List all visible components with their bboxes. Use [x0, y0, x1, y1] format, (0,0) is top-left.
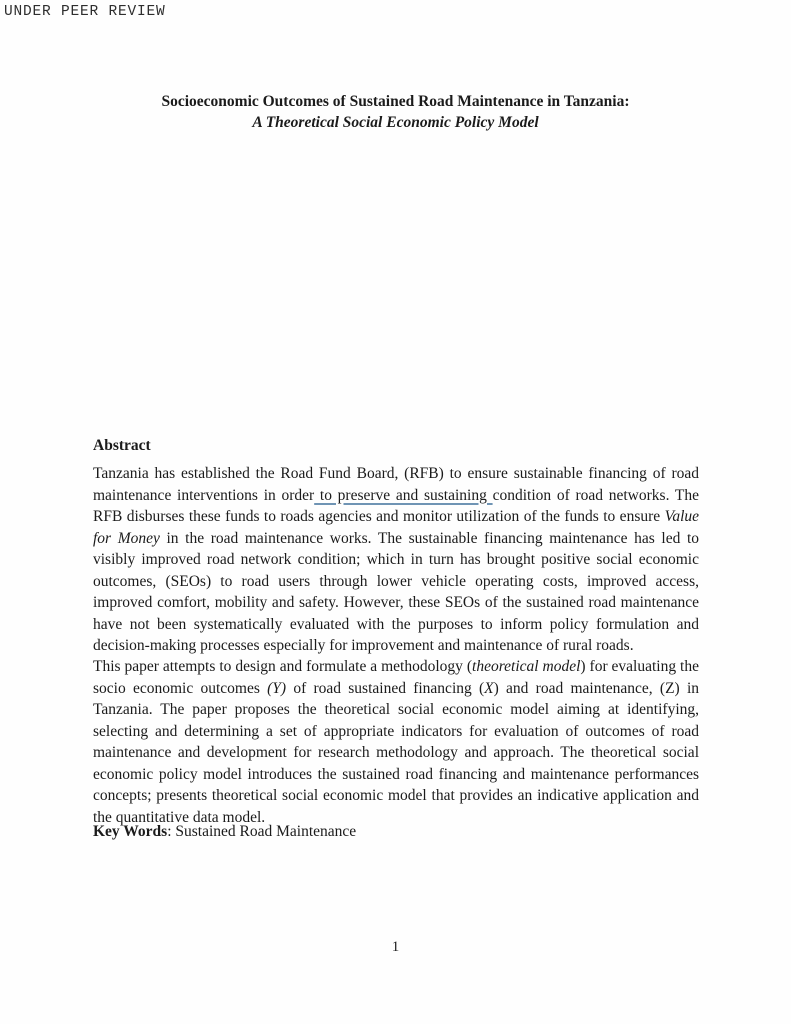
abstract-heading: Abstract	[93, 437, 151, 454]
text-segment: of road sustained financing (	[286, 679, 485, 697]
peer-review-watermark: UNDER PEER REVIEW	[4, 4, 166, 20]
italic-text-segment: (Y)	[267, 679, 287, 697]
text-segment: ) for evaluating the socio economic outcomes	[93, 658, 699, 697]
text-segment: This paper attempts to design and formulate a methodology (	[93, 658, 473, 675]
paper-title-line1: Socioeconomic Outcomes of Sustained Road Maintenance in Tanzania:	[161, 93, 630, 110]
page-number: 1	[391, 939, 400, 955]
abstract-paragraph-1	[93, 463, 699, 657]
paper-title-line2: A Theoretical Social Economic Policy Model	[252, 114, 539, 131]
text-segment: condition of road networks. The RFB disburses these funds to roads agencies and monitor utilization of the funds to ensure	[93, 486, 699, 525]
italic-text-segment: Value for Money	[93, 508, 699, 547]
keywords-line	[93, 823, 356, 841]
keywords-label: Key Words	[93, 823, 168, 840]
abstract-section	[93, 0, 699, 1024]
italic-text-segment: X	[484, 679, 494, 697]
keywords-value: : Sustained Road Maintenance	[167, 823, 357, 840]
text-segment: Tanzania has established the Road Fund Board, (RFB) to ensure sustainable financing of road maintenance interventions in order	[93, 465, 699, 504]
italic-text-segment: theoretical model	[472, 658, 581, 675]
abstract-paragraph-2	[93, 656, 699, 828]
underlined-text-segment: to preserve and sustaining	[314, 486, 493, 504]
text-segment: ) and road maintenance, (Z) in Tanzania. The paper proposes the theoretical social economic model aiming at identifying, selecting and determining a set of appropriate indicators for evaluation of outcomes of road maintenance and development for research methodology and approach. The theoretical social economic policy model introduces the sustained road financing and maintenance performances concepts; presents theoretical social economic model that provides an indicative application and the quantitative data model.	[93, 679, 700, 826]
text-segment: in the road maintenance works. The sustainable financing maintenance has led to visibly improved road network condition; which in turn has brought positive social economic outcomes, (SEOs) to road users through lower vehicle operating costs, improved access, improved comfort, mobility and safety. However, these SEOs of the sustained road maintenance have not been systematically evaluated with the purposes to inform policy formulation and decision-making processes especially for improvement and maintenance of rural roads.	[93, 529, 699, 654]
